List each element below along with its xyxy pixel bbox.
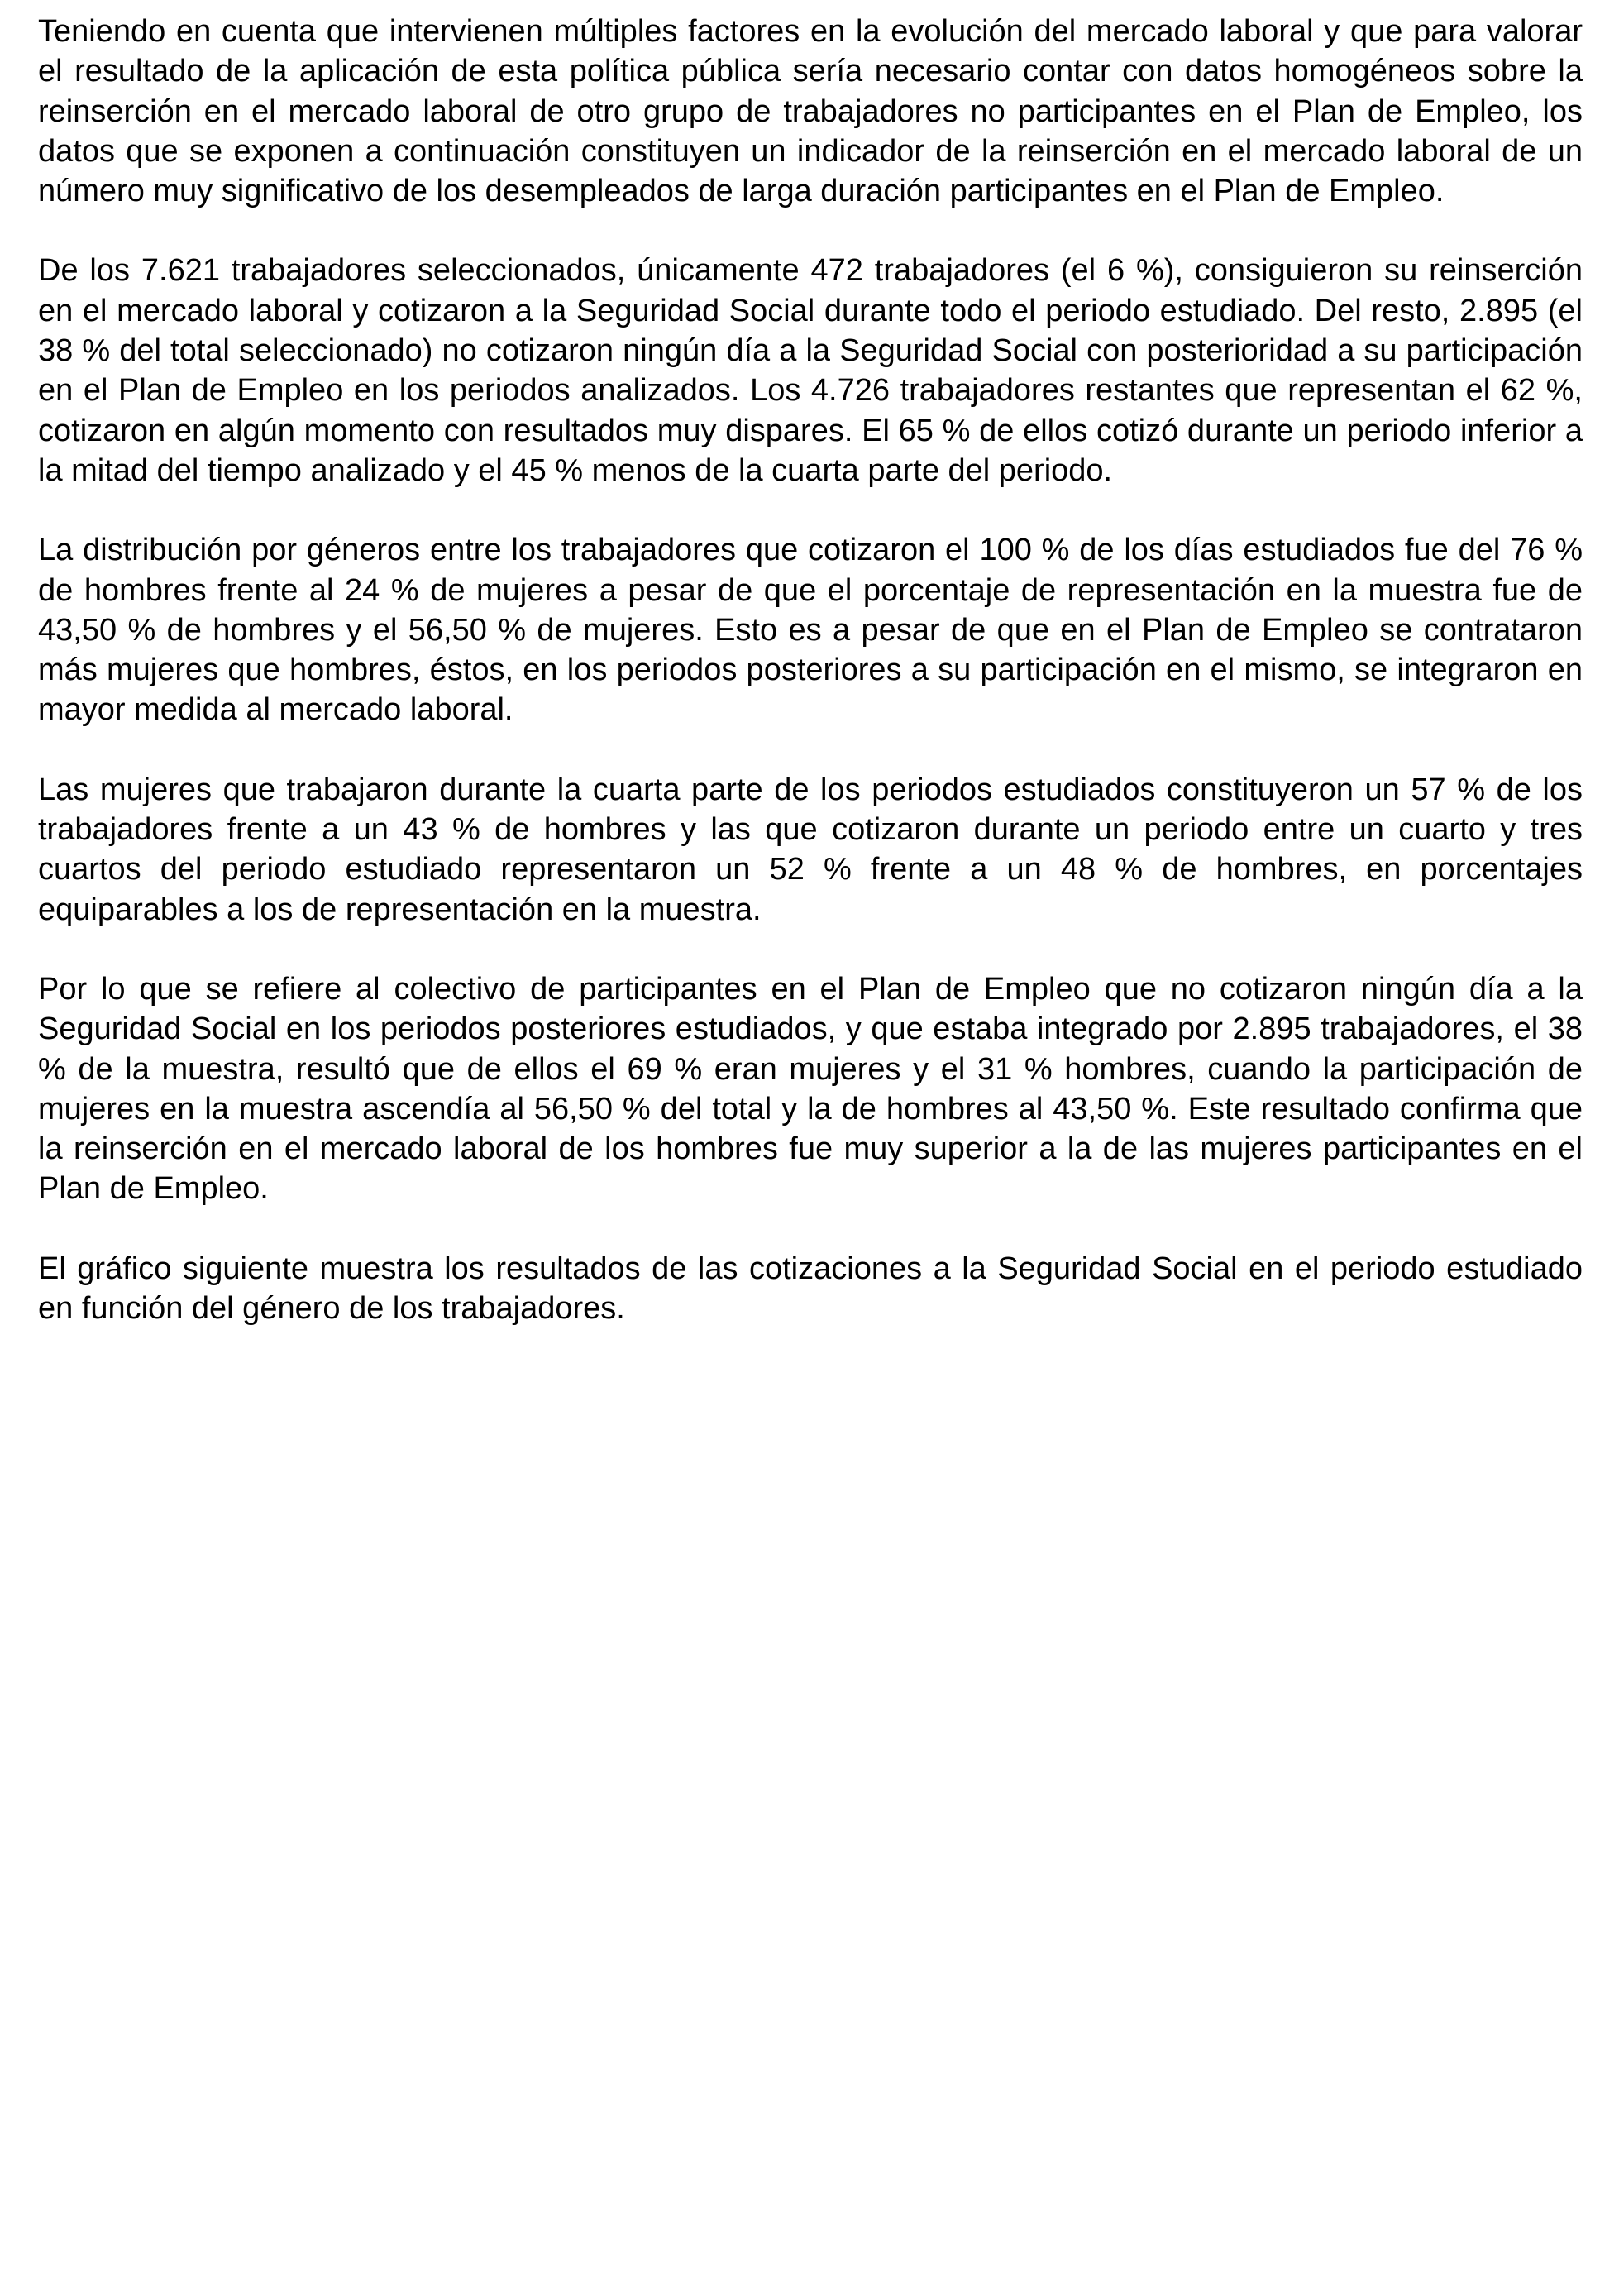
paragraph-women-quarter-period: Las mujeres que trabajaron durante la cuarta parte de los periodos estudiados constituyeron un 57 % de los trabajadores frente a un 43 % de hombres y las que cotizaron durante un periodo entre un cuarto y tres cuartos del periodo estudiado representaron un 52 % frente a un 48 % de hombres, en porcentajes equiparables a los de representación en la muestra. xyxy=(38,772,1583,927)
paragraph-gender-distribution: La distribución por géneros entre los trabajadores que cotizaron el 100 % de los días estudiados fue del 76 % de hombres frente al 24 % de mujeres a pesar de que el porcentaje de representación en la muestra fue de 43,50 % de hombres y el 56,50 % de mujeres. Esto es a pesar de que en el Plan de Empleo se contrataron más mujeres que hombres, éstos, en los periodos posteriores a su participación en el mismo, se integraron en mayor medida al mercado laboral. xyxy=(38,533,1583,728)
paragraph-market-context: Teniendo en cuenta que intervienen múltiples factores en la evolución del mercado laboral y que para valorar el resultado de la aplicación de esta política pública sería necesario contar con datos homogéneos sobre la reinserción en el mercado laboral de otro grupo de trabajadores no participantes en el Plan de Empleo, los datos que se exponen a continuación constituyen un indicador de la reinserción en el mercado laboral de un número muy significativo de los desempleados de larga duración participantes en el Plan de Empleo. xyxy=(38,14,1583,209)
document-body xyxy=(38,12,1583,1368)
paragraph-no-contribution-group: Por lo que se refiere al colectivo de participantes en el Plan de Empleo que no cotizaron ningún día a la Seguridad Social en los periodos posteriores estudiados, y que estaba integrado por 2.895 trabajadores, el 38 % de la muestra, resultó que de ellos el 69 % eran mujeres y el 31 % hombres, cuando la participación de mujeres en la muestra ascendía al 56,50 % del total y la de hombres al 43,50 %. Este resultado confirma que la reinserción en el mercado laboral de los hombres fue muy superior a la de las mujeres participantes en el Plan de Empleo. xyxy=(38,971,1583,1207)
paragraph-selected-workers: De los 7.621 trabajadores seleccionados, únicamente 472 trabajadores (el 6 %), consiguieron su reinserción en el mercado laboral y cotizaron a la Seguridad Social durante todo el periodo estudiado. Del resto, 2.895 (el 38 % del total seleccionado) no cotizaron ningún día a la Seguridad Social con posterioridad a su participación en el Plan de Empleo en los periodos analizados. Los 4.726 trabajadores restantes que representan el 62 %, cotizaron en algún momento con resultados muy dispares. El 65 % de ellos cotizó durante un periodo inferior a la mitad del tiempo analizado y el 45 % menos de la cuarta parte del periodo. xyxy=(38,253,1583,488)
paragraph-chart-intro: El gráfico siguiente muestra los resultados de las cotizaciones a la Seguridad Social en el periodo estudiado en función del género de los trabajadores. xyxy=(38,1251,1583,1327)
